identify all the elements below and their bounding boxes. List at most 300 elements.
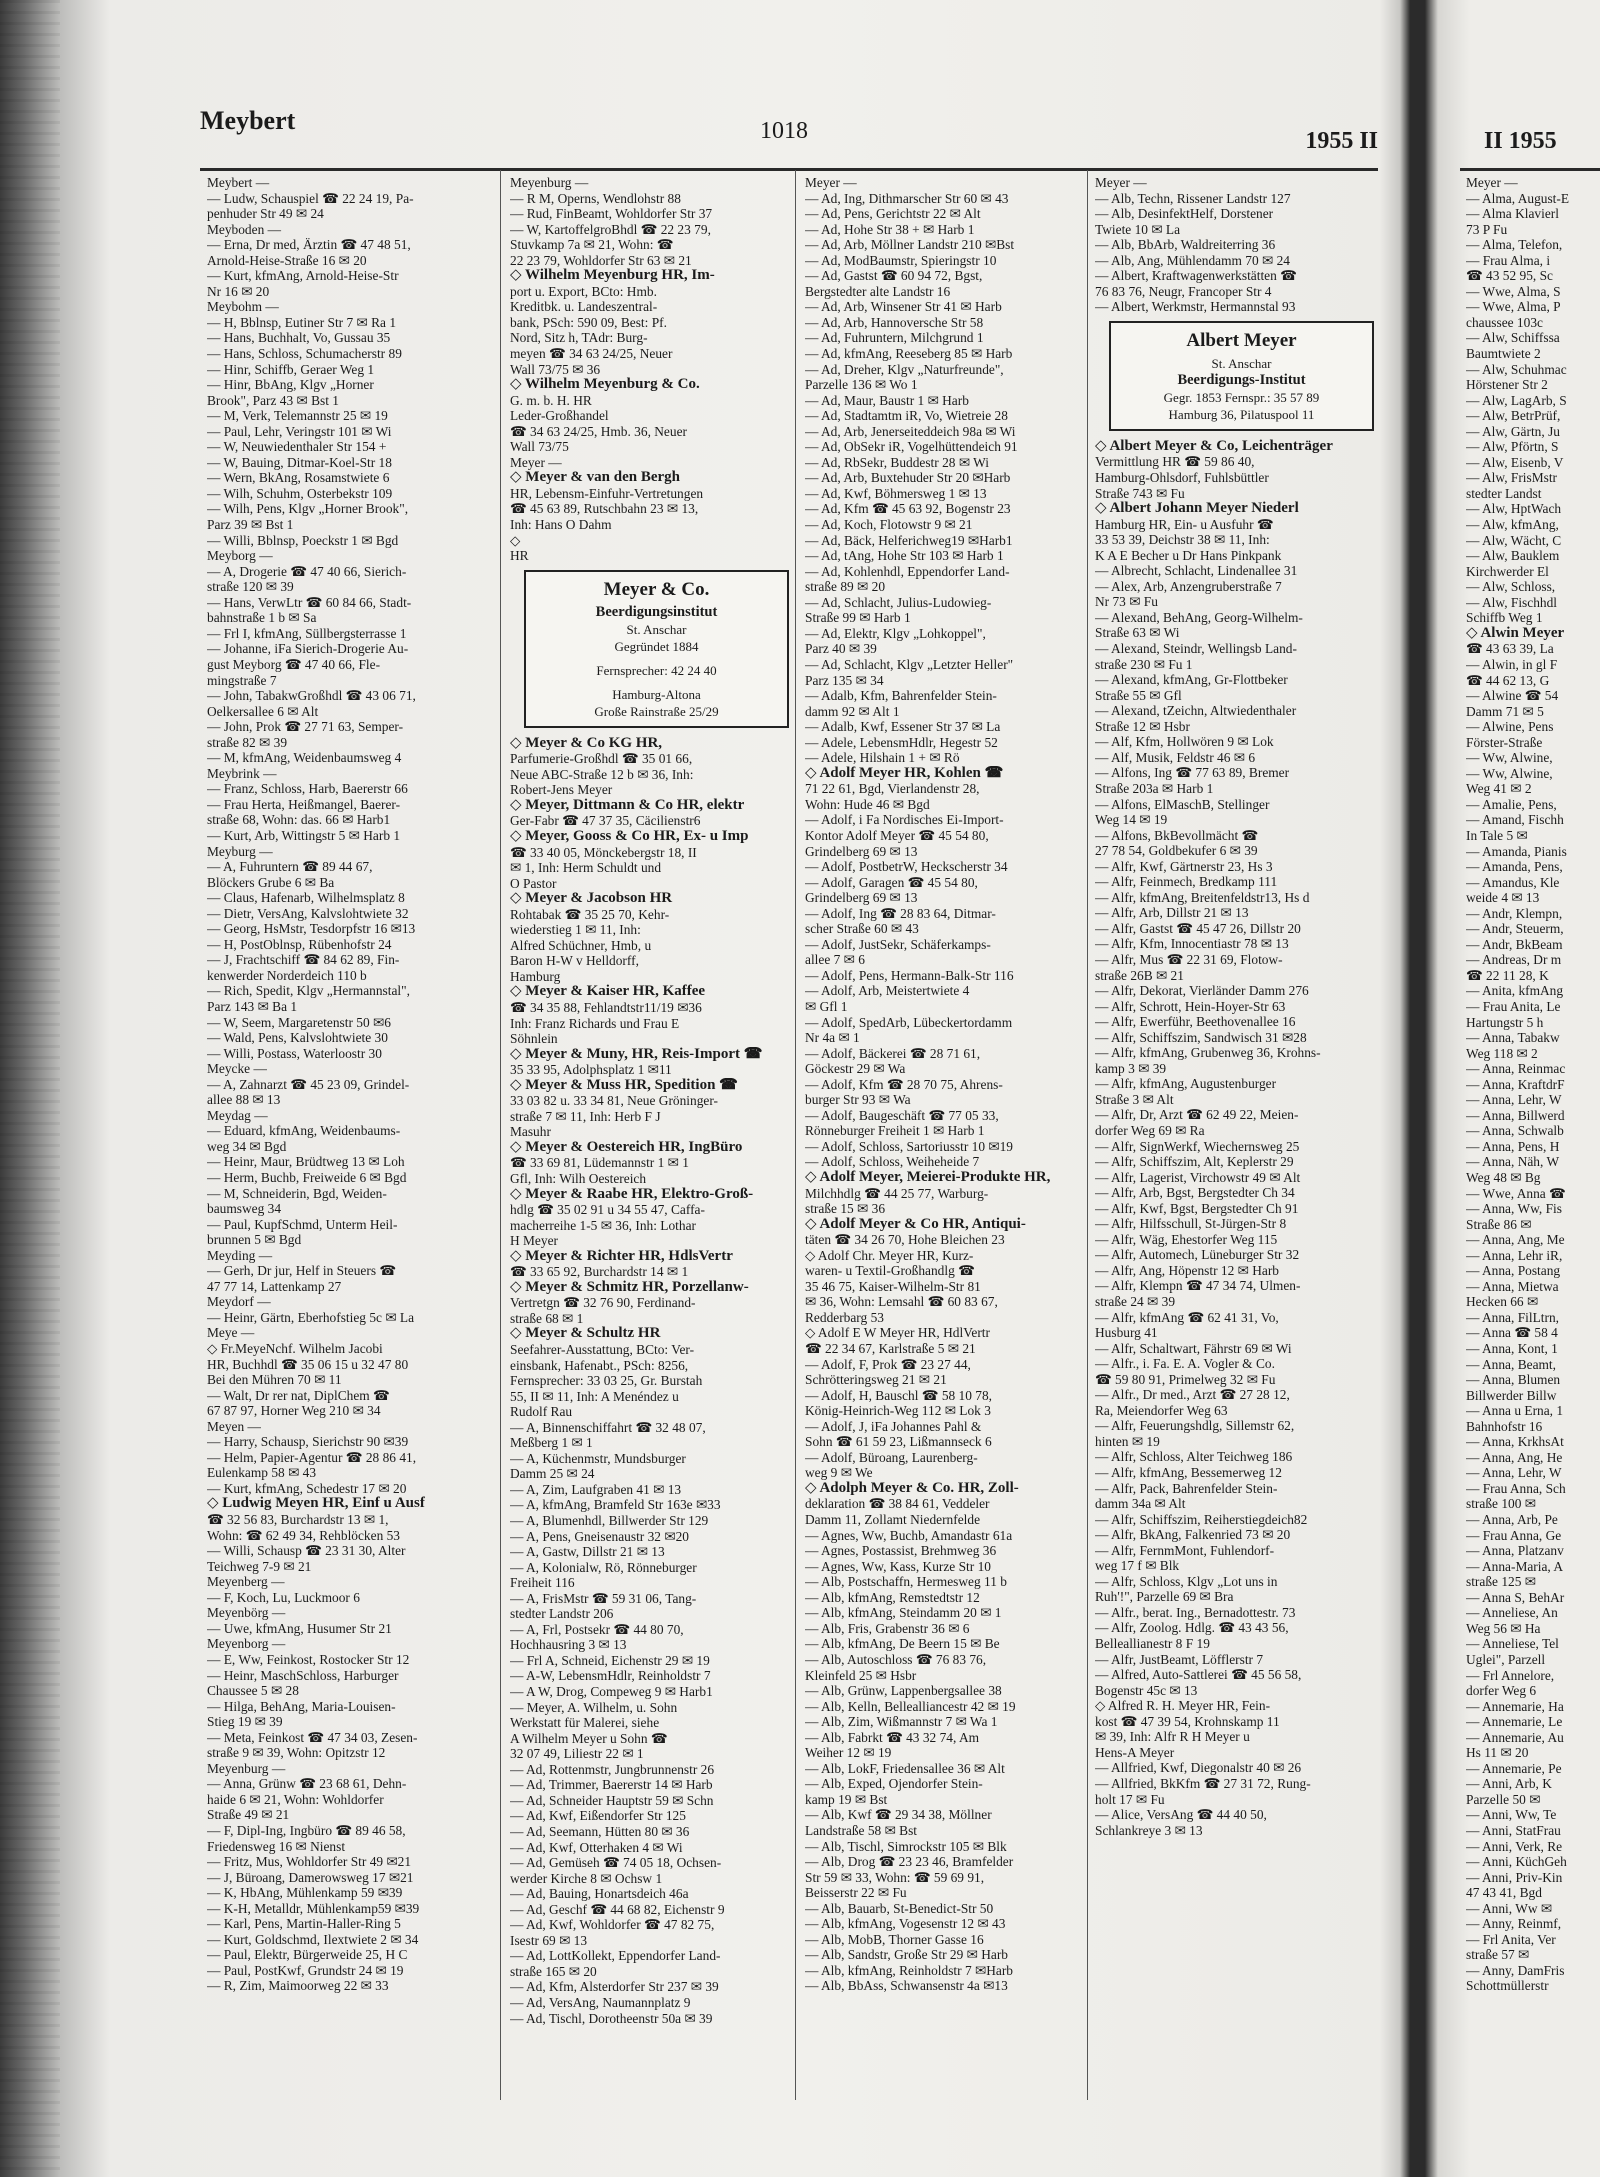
directory-entry-line: — Heinr, Gärtn, Eberhofstieg 5c ✉ La [207, 1309, 415, 1325]
directory-entry-line: Twiete 10 ✉ La [1095, 221, 1181, 237]
directory-entry-line: — M, Schneiderin, Bgd, Weiden- [207, 1185, 387, 1201]
directory-entry-line: — Wwe, Alma, P [1466, 299, 1561, 315]
directory-entry-line: gust Meyborg ☎ 47 40 66, Fle- [207, 656, 381, 672]
directory-entry-line: — Alw, Schiffssa [1466, 330, 1560, 346]
directory-entry-line: — Amanda, Pianis [1466, 843, 1567, 859]
directory-entry-line: Straße 203a ✉ Harb 1 [1095, 780, 1214, 796]
directory-entry-line: — Alice, VersAng ☎ 44 40 50, [1095, 1807, 1267, 1823]
directory-entry-line: Göckestr 29 ✉ Wa [805, 1061, 906, 1077]
directory-entry-line: — F, Dipl-Ing, Ingbüro ☎ 89 46 58, [207, 1822, 406, 1838]
directory-entry-line: — Adolf, Kfm ☎ 28 70 75, Ahrens- [805, 1076, 1003, 1092]
directory-entry-line: Hamburg HR, Ein- u Ausfuhr ☎ [1095, 516, 1274, 532]
directory-entry-line: — Ad, Arb, Möllner Landstr 210 ✉Bst [805, 237, 1015, 253]
directory-entry-line: HR [510, 548, 529, 564]
directory-entry-line: — Alfred, Auto-Sattlerei ☎ 45 56 58, [1095, 1667, 1302, 1683]
directory-entry-line: 27 78 54, Goldbekufer 6 ✉ 39 [1095, 843, 1258, 859]
directory-entry-line: — A, Frl, Postsekr ☎ 44 80 70, [510, 1621, 684, 1637]
directory-entry-line: — Adolf, Schloss, Weiheheide 7 [805, 1154, 980, 1170]
directory-entry-line: chaussee 103c [1466, 314, 1543, 330]
directory-entry-line: — Andreas, Dr m [1466, 952, 1562, 968]
facing-page-edge [1440, 100, 1600, 2177]
directory-entry-line: ◇ Ludwig Meyen HR, Einf u Ausf [207, 1496, 425, 1512]
directory-entry-line: — Anna, Tabakw [1466, 1030, 1560, 1046]
directory-entry-line: Nord, Sitz h, TAdr: Burg- [510, 330, 648, 346]
directory-entry-line: — Alb, Fris, Grabenstr 36 ✉ 6 [805, 1620, 970, 1636]
directory-entry-line: — W, Neuwiedenthaler Str 154 + [207, 439, 387, 455]
directory-entry-line: Kreditbk. u. Landeszentral- [510, 299, 658, 315]
directory-entry-line: — Alb, Zim, Wißmannstr 7 ✉ Wa 1 [805, 1714, 998, 1730]
directory-entry-line: Bergstedter alte Landstr 16 [805, 283, 951, 299]
directory-entry-line: Redderbarg 53 [805, 1309, 884, 1325]
directory-entry-line: — Albrecht, Schlacht, Lindenallee 31 [1095, 563, 1298, 579]
directory-entry-line: ☎ 32 56 83, Burchardstr 13 ✉ 1, [207, 1512, 389, 1528]
directory-entry-line: ☎ 43 52 95, Sc [1466, 268, 1553, 284]
directory-entry-line: ◇ Meyer & Raabe HR, Elektro-Groß- [510, 1186, 754, 1202]
directory-entry-line: — Alfr., Dr med., Arzt ☎ 27 28 12, [1095, 1387, 1290, 1403]
directory-entry-line: kamp 3 ✉ 39 [1095, 1060, 1167, 1076]
advertisement-line [530, 655, 783, 662]
header-rule [200, 168, 1378, 171]
directory-entry-line: — Wilh, Schuhm, Osterbekstr 109 [207, 485, 393, 501]
directory-entry-line: Ra, Meiendorfer Weg 63 [1095, 1402, 1228, 1418]
directory-entry-line: — Alfr, Zoolog. Hdlg. ☎ 43 43 56, [1095, 1620, 1289, 1636]
directory-entry-line: Vermittlung HR ☎ 59 86 40, [1095, 454, 1255, 470]
directory-entry-line: straße 165 ✉ 20 [510, 1963, 597, 1979]
directory-entry-line: weg 17 f ✉ Blk [1095, 1558, 1180, 1574]
directory-entry-line: — Anna-Maria, A [1466, 1558, 1564, 1574]
directory-column-2 [510, 175, 795, 2125]
directory-entry-line: — Anna, Ang, He [1466, 1449, 1563, 1465]
directory-entry-line: — H, PostOblnsp, Rübenhofstr 24 [207, 936, 392, 952]
directory-entry-line: allee 7 ✉ 6 [805, 952, 865, 968]
directory-entry-line: Weg 48 ✉ Bg [1466, 1170, 1541, 1185]
directory-entry-line: — Ad, Arb, Buxtehuder Str 20 ✉Harb [805, 470, 1011, 486]
directory-entry-line: — Ad, RbSekr, Buddestr 28 ✉ Wi [805, 454, 989, 470]
directory-entry-line: Wohn: ☎ 62 49 34, Rehblöcken 53 [207, 1527, 401, 1543]
directory-entry-line: bahnstraße 1 b ✉ Sa [207, 610, 317, 626]
directory-entry-line: — Alw, Pförtn, S [1466, 439, 1559, 455]
directory-entry-line: — Wwe, Alma, S [1466, 283, 1561, 299]
directory-entry-line: Straße 99 ✉ Harb 1 [805, 610, 911, 626]
directory-entry-line: Parzelle 50 ✉ [1466, 1791, 1541, 1807]
directory-entry-line: — Ad, Gemüseh ☎ 74 05 18, Ochsen- [510, 1855, 722, 1871]
directory-entry-line: ◇ Wilhelm Meyenburg HR, Im- [510, 268, 715, 284]
directory-entry-line: — Ad, Schneider Hauptstr 59 ✉ Schn [510, 1792, 714, 1808]
directory-entry-line: wiederstieg 1 ✉ 11, Inh: [510, 922, 641, 938]
directory-entry-line: 47 43 41, Bgd [1466, 1885, 1542, 1901]
directory-entry-line: — Anna, Lehr iR, [1466, 1247, 1563, 1263]
directory-entry-line: — Anni, StatFrau [1466, 1822, 1561, 1838]
directory-entry-line: Damm 11, Zollamt Niedernfelde [805, 1512, 981, 1528]
directory-entry-line: Kontor Adolf Meyer ☎ 45 54 80, [805, 827, 989, 843]
directory-entry-line: port u. Export, BCto: Hmb. [510, 283, 657, 299]
directory-entry-line: — Anni, Priv-Kin [1466, 1869, 1563, 1885]
directory-entry-line: — Alf, Kfm, Hollwören 9 ✉ Lok [1095, 734, 1274, 750]
directory-entry-line: Rönneburger Freiheit 1 ✉ Harb 1 [805, 1123, 985, 1139]
directory-entry-line: — Meyer, A. Wilhelm, u. Sohn [510, 1699, 678, 1715]
directory-entry-line: Straße 86 ✉ [1466, 1216, 1532, 1232]
directory-entry-line: straße 125 ✉ [1466, 1574, 1536, 1590]
directory-entry-line: — Ad, kfmAng, Reeseberg 85 ✉ Harb [805, 346, 1013, 362]
directory-entry-line: — Adolf, F, Prok ☎ 23 27 44, [805, 1356, 971, 1372]
directory-entry-line: ◇ Meyer & Jacobson HR [510, 891, 673, 907]
directory-entry-line: Hörstener Str 2 [1466, 377, 1548, 393]
directory-entry-line: — Ad, Stadtamtm iR, Vo, Wietreie 28 [805, 408, 1008, 424]
directory-entry-line: Blöckers Grube 6 ✉ Ba [207, 874, 335, 890]
directory-entry-line: — John, TabakwGroßhdl ☎ 43 06 71, [207, 688, 416, 704]
directory-entry-line: — Heinr, MaschSchloss, Harburger [207, 1667, 399, 1683]
directory-column-3 [805, 175, 1090, 2125]
directory-entry-line: ☎ 45 63 89, Rutschbahn 23 ✉ 13, [510, 501, 699, 517]
directory-entry-line: G. m. b. H. HR [510, 392, 592, 408]
directory-entry-line: Meybohm — [207, 299, 279, 315]
directory-entry-line: ◇ Albert Meyer & Co, Leichenträger [1095, 438, 1333, 454]
directory-entry-line: Chaussee 5 ✉ 28 [207, 1683, 299, 1699]
directory-entry-line: Hartungstr 5 h [1466, 1014, 1544, 1030]
advertisement-box [1109, 321, 1374, 431]
directory-entry-line: Rudolf Rau [510, 1404, 573, 1420]
directory-entry-line: — Alfr, Dr, Arzt ☎ 62 49 22, Meien- [1095, 1107, 1299, 1123]
directory-entry-line: kost ☎ 47 39 54, Krohnskamp 11 [1095, 1713, 1280, 1729]
directory-entry-line: Billwerder Billw [1466, 1387, 1557, 1403]
directory-entry-line: — Anna, Lehr, W [1466, 1465, 1562, 1481]
directory-entry-line: — Anna, Kont, 1 [1466, 1341, 1558, 1357]
directory-entry-line: ◇ Meyer, Gooss & Co HR, Ex- u Imp [510, 828, 749, 844]
directory-entry-line: — Ad, Kfm ☎ 45 63 92, Bogenstr 23 [805, 501, 1011, 517]
directory-entry-line: — Alb, kfmAng, Reinholdstr 7 ✉Harb [805, 1962, 1013, 1978]
directory-entry-line: straße 68 ✉ 1 [510, 1310, 584, 1326]
directory-entry-line: Parz 39 ✉ Bst 1 [207, 517, 294, 533]
directory-entry-line: — John, Prok ☎ 27 71 63, Semper- [207, 719, 404, 735]
directory-entry-line: 67 87 97, Horner Weg 210 ✉ 34 [207, 1403, 381, 1419]
directory-entry-line: straße 9 ✉ 39, Wohn: Opitzstr 12 [207, 1745, 386, 1761]
directory-entry-line: ☎ 33 69 81, Lüdemannstr 1 ✉ 1 [510, 1155, 689, 1171]
column-divider [500, 170, 501, 2100]
directory-entry-line: macherreihe 1-5 ✉ 36, Inh: Lothar [510, 1217, 696, 1233]
directory-entry-line: ◇ Adolf Chr. Meyer HR, Kurz- [805, 1247, 974, 1263]
directory-entry-line: straße 15 ✉ 36 [805, 1201, 886, 1217]
directory-entry-line: ◇ Meyer & Muss HR, Spedition ☎ [510, 1077, 738, 1093]
directory-entry-line: — Harry, Schausp, Sierichstr 90 ✉39 [207, 1434, 409, 1450]
directory-entry-line: — Adolf, JustSekr, Schäferkamps- [805, 936, 991, 952]
directory-entry-line: — Ad, Hohe Str 38 + ✉ Harb 1 [805, 221, 975, 237]
directory-entry-line: deklaration ☎ 38 84 61, Veddeler [805, 1496, 990, 1512]
directory-entry-line: — Ad, ModBaumstr, Spieringstr 10 [805, 252, 997, 268]
directory-entry-line: Damm 71 ✉ 5 [1466, 703, 1544, 719]
directory-entry-line: Weg 14 ✉ 19 [1095, 812, 1168, 828]
directory-entry-line: — Rich, Spedit, Klgv „Hermannstal", [207, 983, 410, 999]
directory-entry-line: — Ad, Bauing, Honartsdeich 46a [510, 1886, 689, 1902]
directory-entry-line: — Anna, Postang [1466, 1263, 1561, 1279]
directory-entry-line: — A, Blumenhdl, Billwerder Str 129 [510, 1513, 709, 1529]
directory-entry-line: ✉ 36, Wohn: Lemsahl ☎ 60 83 67, [805, 1294, 998, 1310]
directory-entry-line: — Meta, Feinkost ☎ 47 34 03, Zesen- [207, 1729, 418, 1745]
directory-entry-line: — Alfr, Schiffszim, Reiherstiegdeich82 [1095, 1511, 1308, 1527]
directory-entry-line: — Andr, Steuerm, [1466, 921, 1564, 937]
directory-entry-line: Meybrink — [207, 765, 277, 781]
directory-entry-line: — Paul, PostKwf, Grundstr 24 ✉ 19 [207, 1962, 404, 1978]
advertisement-box [524, 570, 789, 728]
directory-entry-line: — Alfr, JustBeamt, Löfflerstr 7 [1095, 1651, 1264, 1667]
directory-entry-line: Meyer — [805, 175, 857, 190]
directory-entry-line: Parz 135 ✉ 34 [805, 672, 884, 688]
directory-entry-line: — Anna, Lehr, W [1466, 1092, 1562, 1108]
directory-entry-line: — Anny, DamFris [1466, 1962, 1565, 1978]
directory-entry-line: — Ad, Arb, Jenerseiteddeich 98a ✉ Wi [805, 423, 1016, 439]
directory-entry-line: — A, Drogerie ☎ 47 40 66, Sierich- [207, 563, 407, 579]
directory-entry-line: täten ☎ 34 26 70, Hohe Bleichen 23 [805, 1232, 1005, 1248]
directory-entry-line: — Adele, Hilshain 1 + ✉ Rö [805, 750, 960, 766]
directory-entry-line: 71 22 61, Bgd, Vierlandenstr 28, [805, 781, 980, 797]
directory-column-1 [207, 175, 492, 2125]
directory-entry-line: — Alfr, Kwf, Bgst, Bergstedter Ch 91 [1095, 1200, 1299, 1216]
directory-entry-line: Förster-Straße [1466, 734, 1543, 750]
directory-entry-line: Weiher 12 ✉ 19 [805, 1745, 892, 1761]
directory-entry-line: — Adolf, H, Bauschl ☎ 58 10 78, [805, 1387, 993, 1403]
directory-entry-line: Milchhdlg ☎ 44 25 77, Warburg- [805, 1185, 989, 1201]
directory-entry-line: — Allfried, BkKfm ☎ 27 31 72, Rung- [1095, 1775, 1311, 1791]
directory-entry-line: — A, Zim, Laufgraben 41 ✉ 13 [510, 1481, 682, 1497]
directory-entry-line: — Alex, Arb, Anzengruberstraße 7 [1095, 578, 1282, 594]
directory-entry-line: 35 46 75, Kaiser-Wilhelm-Str 81 [805, 1278, 981, 1294]
directory-entry-line: — Adolf, Büroang, Laurenberg- [805, 1449, 978, 1465]
directory-entry-line: Meyen — [207, 1418, 261, 1434]
directory-entry-line: — Anna, Beamt, [1466, 1356, 1557, 1372]
directory-entry-line: A Wilhelm Meyer u Sohn ☎ [510, 1730, 668, 1746]
directory-entry-line: Grindelberg 69 ✉ 13 [805, 890, 918, 906]
directory-entry-line: Freiheit 116 [510, 1575, 575, 1591]
directory-entry-line: holt 17 ✉ Fu [1095, 1791, 1165, 1807]
directory-entry-line: — Andr, BkBeam [1466, 936, 1563, 952]
directory-entry-line: — W, Seem, Margaretenstr 50 ✉6 [207, 1014, 391, 1030]
directory-entry-line: ☎ 34 35 88, Fehlandtstr11/19 ✉36 [510, 999, 702, 1015]
directory-entry-line: Schiffb Weg 1 [1466, 610, 1543, 626]
directory-entry-line: — Adolf, i Fa Nordisches Ei-Import- [805, 812, 1004, 828]
directory-entry-line: ☎ 33 65 92, Burchardstr 14 ✉ 1 [510, 1264, 689, 1280]
directory-entry-line: — Ww, Alwine, [1466, 750, 1553, 766]
directory-entry-line: straße 89 ✉ 20 [805, 579, 886, 595]
directory-entry-line: HR, Buchhdl ☎ 35 06 15 u 32 47 80 [207, 1356, 409, 1372]
directory-entry-line: straße 68, Wohn: das. 66 ✉ Harb1 [207, 812, 391, 828]
directory-entry-line: Meybert — [207, 175, 270, 190]
directory-entry-line: ◇ Alwin Meyer [1466, 625, 1565, 641]
directory-entry-line: Meyer — [1466, 175, 1518, 190]
directory-entry-line: — Anita, kfmAng [1466, 983, 1564, 999]
directory-entry-line: — A, Zahnarzt ☎ 45 23 09, Grindel- [207, 1076, 410, 1092]
directory-entry-line: — Anni, Ww ✉ [1466, 1900, 1553, 1916]
directory-entry-line: — Alw, Eisenb, V [1466, 454, 1564, 470]
directory-entry-line: Meyenbörg — [207, 1605, 286, 1621]
directory-entry-line: Nr 16 ✉ 20 [207, 283, 270, 299]
directory-entry-line: — Alb, Drog ☎ 23 23 46, Bramfelder [805, 1854, 1014, 1870]
directory-entry-line: Meycke — [207, 1061, 267, 1077]
directory-entry-line: ☎ 22 11 28, K [1466, 967, 1549, 983]
directory-entry-line: König-Heinrich-Weg 112 ✉ Lok 3 [805, 1403, 991, 1419]
directory-entry-line: — H, Bblnsp, Eutiner Str 7 ✉ Ra 1 [207, 314, 397, 330]
directory-entry-line: — Ludw, Schauspiel ☎ 22 24 19, Pa- [207, 190, 414, 206]
binding-shadow [0, 0, 60, 2177]
directory-entry-line: — Alma Klavierl [1466, 206, 1559, 222]
directory-entry-line: — Adolf, Garagen ☎ 45 54 80, [805, 874, 978, 890]
directory-entry-line: — Alfr, Dekorat, Vierländer Damm 276 [1095, 983, 1309, 999]
directory-entry-line: Neue ABC-Straße 12 b ✉ 36, Inh: [510, 766, 694, 782]
directory-entry-line: — Alb, Bauarb, St-Benedict-Str 50 [805, 1900, 994, 1916]
directory-entry-line: Belleallianestr 8 F 19 [1095, 1636, 1210, 1652]
directory-entry-line: — R M, Operns, Wendlohstr 88 [510, 190, 681, 206]
directory-entry-line: — Alfr, SignWerkf, Wiechernsweg 25 [1095, 1138, 1300, 1154]
directory-entry-line: — Alb, DesinfektHelf, Dorstener [1095, 206, 1274, 222]
directory-entry-line: — Alb, LokF, Friedensallee 36 ✉ Alt [805, 1760, 1005, 1776]
directory-entry-line: — Alb, Autoschloss ☎ 76 83 76, [805, 1651, 987, 1667]
directory-entry-line: Hecken 66 ✉ [1466, 1294, 1539, 1310]
directory-entry-line: — Agnes, Postassist, Brehmweg 36 [805, 1543, 997, 1559]
directory-entry-line: — Frl Annelore, [1466, 1667, 1555, 1683]
directory-entry-line: ☎ 33 40 05, Mönckebergstr 18, II [510, 844, 697, 860]
directory-entry-line: Meßberg 1 ✉ 1 [510, 1435, 593, 1451]
directory-entry-line: — Agnes, Ww, Kass, Kurze Str 10 [805, 1558, 991, 1574]
directory-entry-line: 33 03 82 u. 33 34 81, Neue Gröninger- [510, 1093, 718, 1109]
directory-entry-line: werder Kirche 8 ✉ Ochsw 1 [510, 1870, 663, 1886]
directory-entry-line: Meyenborg — [207, 1636, 286, 1652]
directory-entry-line: — Alfr, Pack, Bahrenfelder Stein- [1095, 1480, 1278, 1496]
directory-entry-line: In Tale 5 ✉ [1466, 827, 1528, 843]
directory-entry-line: — Alb, BbAss, Schwansenstr 4a ✉13 [805, 1978, 1008, 1994]
directory-entry-line: — Alfr, kfmAng, Breitenfeldstr13, Hs d [1095, 889, 1310, 905]
directory-entry-line: — Frl A, Schneid, Eichenstr 29 ✉ 19 [510, 1652, 710, 1668]
directory-entry-line: — Alfr, BkAng, Falkenried 73 ✉ 20 [1095, 1527, 1291, 1543]
directory-entry-line: — Alfr, FernmMont, Fuhlendorf- [1095, 1542, 1275, 1558]
directory-entry-line: baumsweg 34 [207, 1201, 282, 1217]
directory-entry-line: burger Str 93 ✉ Wa [805, 1092, 911, 1108]
advertisement-line: Beerdigungs-Institut [1177, 371, 1306, 388]
directory-entry-line: Nr 73 ✉ Fu [1095, 594, 1158, 610]
directory-entry-line: — Adolf, J, iFa Johannes Pahl & [805, 1418, 982, 1434]
running-head: Meybert [200, 106, 296, 135]
directory-entry-line: Bogenstr 45c ✉ 13 [1095, 1682, 1198, 1698]
directory-entry-line: ◇ Adolf E W Meyer HR, HdlVertr [805, 1325, 990, 1341]
directory-entry-line: — W, KartoffelgroBhdl ☎ 22 23 79, [510, 221, 711, 237]
directory-entry-line: — Uwe, kfmAng, Husumer Str 21 [207, 1620, 392, 1636]
directory-entry-line: straße 26B ✉ 21 [1095, 967, 1184, 983]
directory-entry-line: Stuvkamp 7a ✉ 21, Wohn: ☎ [510, 237, 674, 253]
directory-entry-line: Oelkersallee 6 ✉ Alt [207, 703, 319, 719]
directory-entry-line: ◇ Meyer & Oestereich HR, IngBüro [510, 1139, 743, 1155]
directory-entry-line: Gfl, Inh: Wilh Oestereich [510, 1170, 647, 1186]
directory-entry-line: Leder-Großhandel [510, 408, 609, 424]
directory-entry-line: — Anni, Verk, Re [1466, 1838, 1563, 1854]
directory-entry-line: — Ad, Rottenmstr, Jungbrunnenstr 26 [510, 1761, 715, 1777]
directory-entry-line: — Anna, KrkhsAt [1466, 1434, 1564, 1450]
directory-entry-line: Meyenberg — [207, 1574, 285, 1590]
volume-year: 1955 II [1305, 128, 1378, 154]
directory-entry-line: Meyborg — [207, 548, 273, 564]
directory-entry-line: — Frl I, kfmAng, Süllbergsterrasse 1 [207, 625, 407, 641]
directory-entry-line: — Adalb, Kfm, Bahrenfelder Stein- [805, 688, 997, 704]
directory-entry-line: — Alw, Gärtn, Ju [1466, 423, 1560, 439]
directory-entry-line: Hamburg-Ohlsdorf, Fuhlsbüttler [1095, 470, 1269, 486]
directory-entry-line: stedter Landstr 206 [510, 1606, 614, 1622]
directory-entry-line: — Ad, ObSekr iR, Vogelhüttendeich 91 [805, 439, 1018, 455]
facing-page-column [1466, 175, 1600, 1994]
directory-entry-line: — Erna, Dr med, Ärztin ☎ 47 48 51, [207, 237, 411, 253]
directory-entry-line: Meydag — [207, 1107, 268, 1123]
directory-entry-line: — Alfr, kfmAng ☎ 62 41 31, Vo, [1095, 1309, 1279, 1325]
directory-entry-line: Meyding — [207, 1247, 273, 1263]
directory-entry-line: — Alfr, Arb, Bgst, Bergstedter Ch 34 [1095, 1185, 1295, 1201]
directory-entry-line: — Alfr, Feinmech, Bredkamp 111 [1095, 874, 1278, 890]
directory-entry-line: — Anna, Platzanv [1466, 1543, 1564, 1559]
directory-entry-line: — Wern, BkAng, Rosamstwiete 6 [207, 470, 390, 486]
directory-entry-line: Bahnhofstr 16 [1466, 1418, 1543, 1434]
directory-entry-line: Sohn ☎ 61 59 23, Lißmannseck 6 [805, 1434, 992, 1450]
directory-entry-line: — Ww, Alwine, [1466, 765, 1553, 781]
directory-entry-line: — Albert, Werkmstr, Hermannstal 93 [1095, 299, 1296, 315]
directory-entry-line: — Alfr, Klempn ☎ 47 34 74, Ulmen- [1095, 1278, 1301, 1294]
directory-entry-line: — Anna, Pens, H [1466, 1138, 1560, 1154]
advertisement-line: Hamburg 36, Pilatuspool 11 [1168, 406, 1315, 422]
directory-entry-line: — M, kfmAng, Weidenbaumsweg 4 [207, 750, 402, 766]
directory-entry-line: dorfer Weg 69 ✉ Ra [1095, 1122, 1205, 1138]
directory-entry-line: ◇ Adolf Meyer HR, Kohlen ☎ [805, 765, 1004, 781]
directory-entry-line: — Anna, Reinmac [1466, 1061, 1566, 1077]
directory-entry-line: — A, Gastw, Dillstr 21 ✉ 13 [510, 1544, 665, 1560]
directory-entry-line: — Annemarie, Ha [1466, 1698, 1564, 1714]
directory-entry-line: — Ad, Arb, Winsener Str 41 ✉ Harb [805, 299, 1002, 315]
directory-entry-line: ☎ 44 62 13, G [1466, 672, 1550, 688]
directory-entry-line: — Ad, Tischl, Dorotheenstr 50a ✉ 39 [510, 2010, 713, 2026]
directory-entry-line: ◇ Adolf Meyer & Co HR, Antiqui- [805, 1216, 1026, 1232]
directory-entry-line: — Ad, Schlacht, Julius-Ludowieg- [805, 594, 992, 610]
directory-entry-line: — A-W, LebensmHdlr, Reinholdstr 7 [510, 1668, 711, 1684]
directory-entry-line: Hochhausring 3 ✉ 13 [510, 1637, 627, 1653]
directory-entry-line: — Hinr, BbAng, Klgv „Horner [207, 377, 374, 393]
directory-entry-line: — Alb, Kelln, Bellealliancestr 42 ✉ 19 [805, 1698, 1016, 1714]
directory-entry-line: 35 33 95, Adolphsplatz 1 ✉11 [510, 1062, 672, 1078]
directory-entry-line: Parzelle 136 ✉ Wo 1 [805, 377, 918, 393]
advertisement-line: Große Rainstraße 25/29 [594, 703, 719, 719]
directory-entry-line: — Ad, Kwf, Böhmersweg 1 ✉ 13 [805, 485, 987, 501]
directory-entry-line: Weg 118 ✉ 2 [1466, 1045, 1538, 1061]
directory-entry-line: — Wilh, Pens, Klgv „Horner Brook", [207, 501, 409, 517]
directory-entry-line: meyen ☎ 34 63 24/25, Neuer [510, 346, 673, 362]
directory-entry-line: Nr 4a ✉ 1 [805, 1030, 860, 1046]
directory-entry-line: — Ad, Bäck, Helferichweg19 ✉Harb1 [805, 532, 1013, 548]
directory-entry-line: — Ad, Koch, Flotowstr 9 ✉ 21 [805, 517, 973, 533]
directory-entry-line: — Alfr, Arb, Dillstr 21 ✉ 13 [1095, 905, 1249, 921]
directory-entry-line: — Albert, Kraftwagenwerkstätten ☎ [1095, 268, 1297, 284]
directory-entry-line: — Alb, kfmAng, Remstedtstr 12 [805, 1589, 980, 1605]
directory-entry-line: — Anni, Ww, Te [1466, 1807, 1557, 1823]
directory-entry-line: — Frau Herta, Heißmangel, Baerer- [207, 796, 401, 812]
directory-entry-line: — Paul, Elektr, Bürgerweide 25, H C [207, 1947, 408, 1963]
directory-entry-line: — Ad, Pens, Gerichtstr 22 ✉ Alt [805, 206, 981, 222]
directory-entry-line: Söhnlein [510, 1031, 558, 1047]
directory-entry-line: — Ad, Arb, Hannoversche Str 58 [805, 314, 984, 330]
directory-entry-line: — Eduard, kfmAng, Weidenbaums- [207, 1123, 401, 1139]
directory-entry-line: — Ad, Seemann, Hütten 80 ✉ 36 [510, 1823, 690, 1839]
directory-entry-line: — F, Koch, Lu, Luckmoor 6 [207, 1589, 360, 1605]
directory-entry-line: — Walt, Dr rer nat, DiplChem ☎ [207, 1387, 390, 1403]
directory-entry-line: ◇ Fr.MeyeNchf. Wilhelm Jacobi [207, 1341, 383, 1357]
directory-entry-line: — Kurt, Goldschmd, Ilextwiete 2 ✉ 34 [207, 1931, 419, 1947]
directory-entry-line: — Willi, Bblnsp, Poeckstr 1 ✉ Bgd [207, 532, 399, 548]
directory-entry-line: — Alw, Schuhmac [1466, 361, 1567, 377]
directory-entry-line: — Frl Anita, Ver [1466, 1931, 1556, 1947]
directory-entry-line: Bei den Mühren 70 ✉ 11 [207, 1372, 342, 1388]
directory-entry-line: — Anni, KüchGeh [1466, 1854, 1567, 1870]
directory-entry-line: 22 23 79, Wohldorfer Str 63 ✉ 21 [510, 252, 692, 268]
directory-entry-line: — A, kfmAng, Bramfeld Str 163e ✉33 [510, 1497, 721, 1513]
